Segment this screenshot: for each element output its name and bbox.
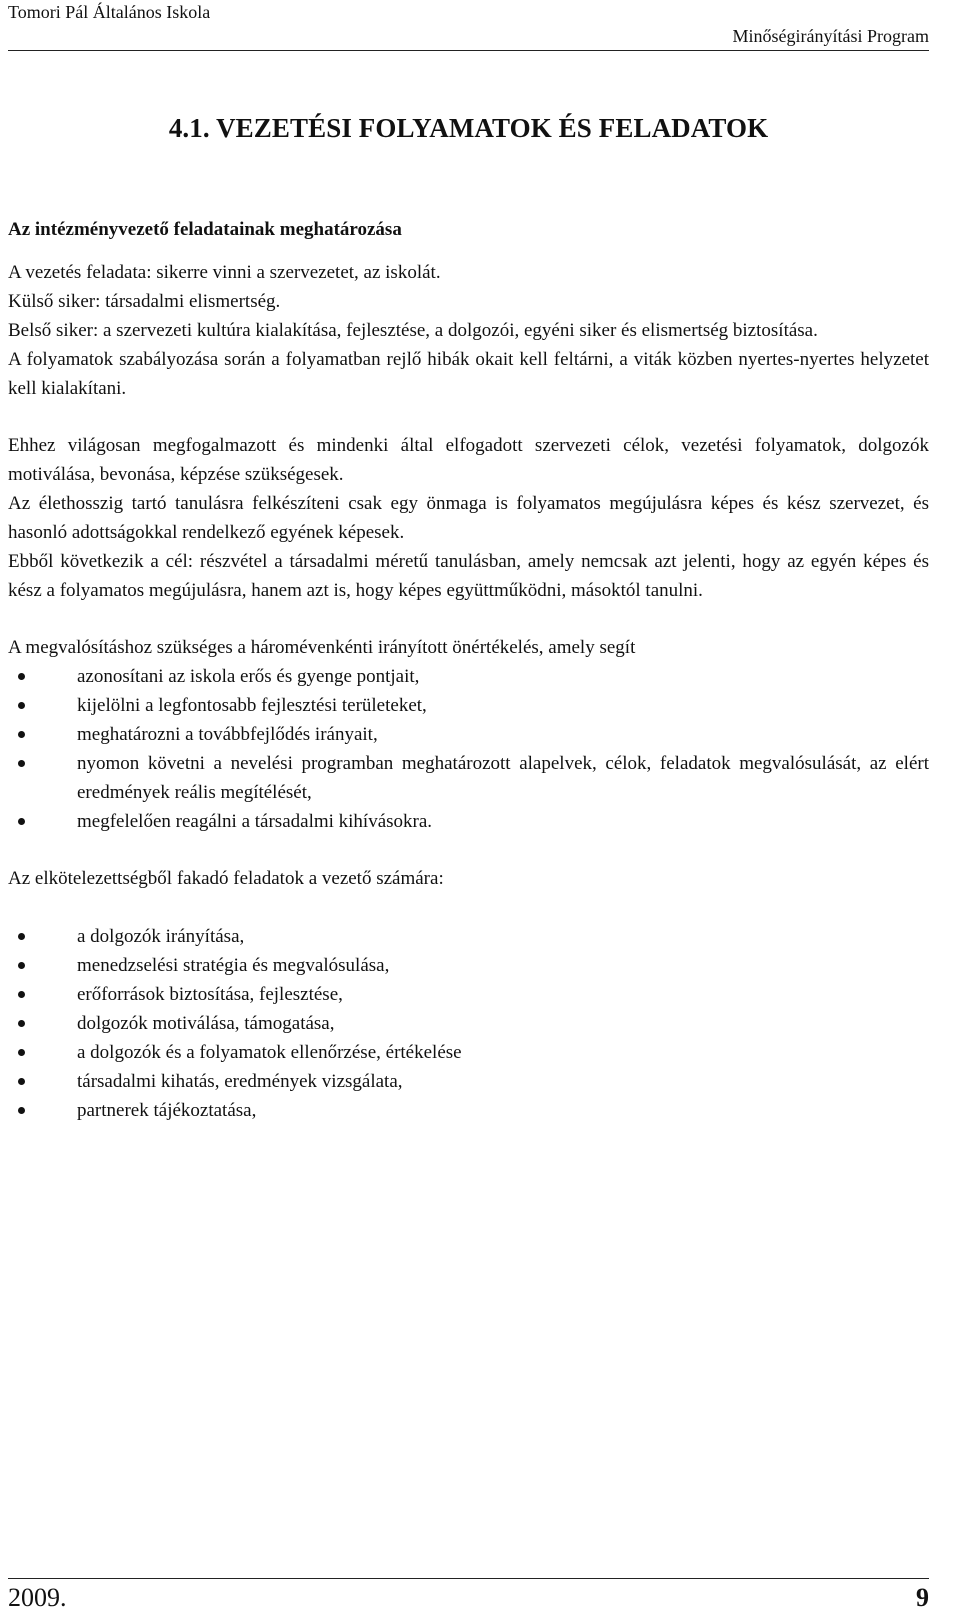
page-number: 9 xyxy=(916,1583,929,1612)
section-title: 4.1. VEZETÉSI FOLYAMATOK ÉS FELADATOK xyxy=(168,113,769,143)
list-item-text: meghatározni a továbbfejlődés irányait, xyxy=(77,724,378,745)
list-item-text: menedzselési stratégia és megvalósulása, xyxy=(77,955,390,976)
list-item-text: erőforrások biztosítása, fejlesztése, xyxy=(77,984,343,1005)
list-item-text: azonosítani az iskola erős és gyenge pontjait, xyxy=(77,666,420,687)
list-item xyxy=(8,951,929,980)
list-intro: A megvalósításhoz szükséges a háromévenkénti irányított önértékelés, amely segít xyxy=(8,637,636,658)
body-paragraph: Ebből következik a cél: részvétel a társadalmi méretű tanulásban, amely nemcsak azt jelenti, hogy az egyén képes és kész a folyamatos megújulásra, hanem azt is, hogy képes együttműködni, másoktól tanulni. xyxy=(8,551,929,601)
list-item xyxy=(8,807,929,836)
list-item xyxy=(8,980,929,1009)
body-paragraph: Az élethosszig tartó tanulásra felkészíteni csak egy önmaga is folyamatos megújulásra képes és kész szervezet, és hasonló adottságokkal rendelkező egyének képesek. xyxy=(8,493,929,543)
bullet-icon xyxy=(18,933,25,940)
list-intro: Az elkötelezettségből fakadó feladatok a vezető számára: xyxy=(8,868,444,889)
bullet-icon xyxy=(18,760,25,767)
bullet-icon xyxy=(18,1020,25,1027)
document-page xyxy=(8,0,929,1617)
bullet-icon xyxy=(18,1078,25,1085)
intro-line: A vezetés feladata: sikerre vinni a szervezetet, az iskolát. xyxy=(8,262,441,283)
list-item xyxy=(8,691,929,720)
bullet-icon xyxy=(18,702,25,709)
intro-line: Belső siker: a szervezeti kultúra kialakítása, fejlesztése, a dolgozói, egyéni siker és elismertség biztosítása. xyxy=(8,320,818,341)
body-paragraph: Ehhez világosan megfogalmazott és mindenki által elfogadott szervezeti célok, vezetési folyamatok, dolgozók motiválása, bevonása, képzése szükségesek. xyxy=(8,435,929,485)
list-item-text: dolgozók motiválása, támogatása, xyxy=(77,1013,335,1034)
subsection-title: Az intézményvezető feladatainak meghatározása xyxy=(8,219,402,240)
leader-tasks-list xyxy=(8,922,929,1125)
list-item-text: a dolgozók irányítása, xyxy=(77,926,245,947)
bullet-icon xyxy=(18,1107,25,1114)
list-item-text: nyomon követni a nevelési programban meghatározott alapelvek, célok, feladatok megvalósulását, az elért eredmények reális megítélését, xyxy=(77,753,929,803)
list-item xyxy=(8,749,929,807)
page-footer xyxy=(8,1578,929,1618)
list-item-text: kijelölni a legfontosabb fejlesztési területeket, xyxy=(77,695,427,716)
list-item xyxy=(8,922,929,951)
list-item-text: a dolgozók és a folyamatok ellenőrzése, értékelése xyxy=(77,1042,462,1063)
list-item xyxy=(8,662,929,691)
header-program-name: Minőségirányítási Program xyxy=(732,26,929,46)
list-item-text: partnerek tájékoztatása, xyxy=(77,1100,257,1121)
document-body xyxy=(8,215,929,1125)
list-item-text: megfelelően reagálni a társadalmi kihívásokra. xyxy=(77,811,433,832)
list-item xyxy=(8,720,929,749)
header-school-name: Tomori Pál Általános Iskola xyxy=(8,2,211,22)
bullet-icon xyxy=(18,962,25,969)
intro-line: Külső siker: társadalmi elismertség. xyxy=(8,291,281,312)
page-header xyxy=(8,0,929,51)
footer-year: 2009. xyxy=(8,1583,67,1612)
bullet-icon xyxy=(18,818,25,825)
list-item-text: társadalmi kihatás, eredmények vizsgálata, xyxy=(77,1071,403,1092)
list-item xyxy=(8,1009,929,1038)
self-assessment-list xyxy=(8,662,929,836)
bullet-icon xyxy=(18,673,25,680)
list-item xyxy=(8,1067,929,1096)
intro-line: A folyamatok szabályozása során a folyamatban rejlő hibák okait kell feltárni, a viták közben nyertes-nyertes helyzetet kell kialakítani. xyxy=(8,349,929,399)
bullet-icon xyxy=(18,991,25,998)
list-item xyxy=(8,1096,929,1125)
bullet-icon xyxy=(18,731,25,738)
bullet-icon xyxy=(18,1049,25,1056)
list-item xyxy=(8,1038,929,1067)
